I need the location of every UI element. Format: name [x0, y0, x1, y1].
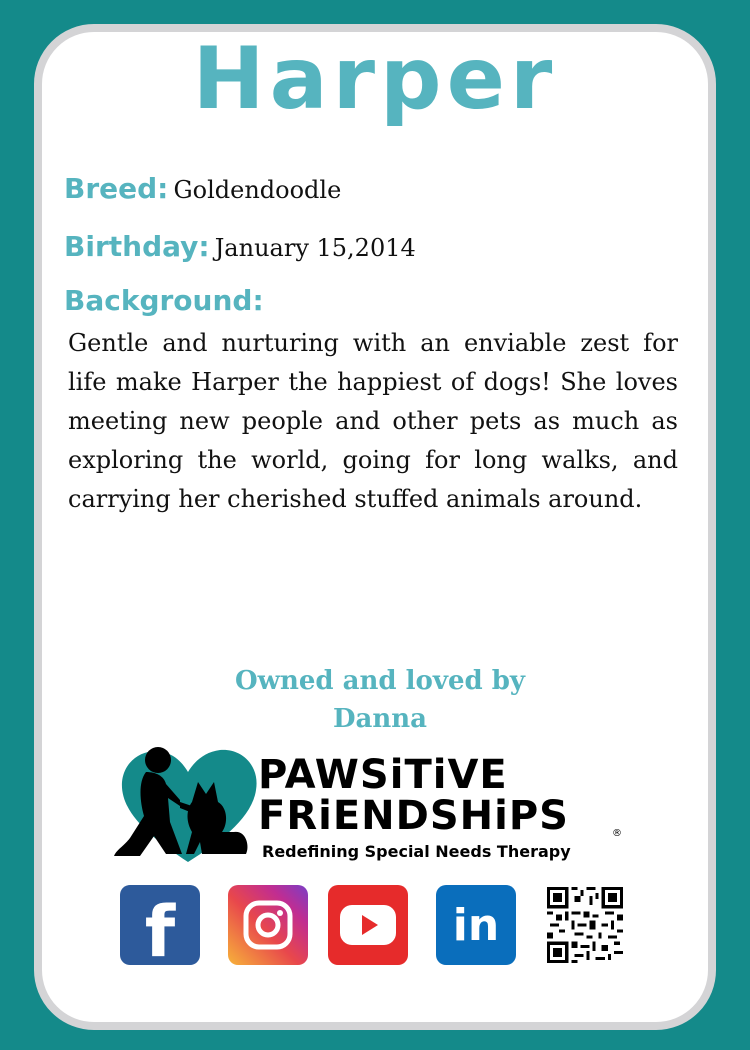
owner-name: Danna	[332, 704, 428, 734]
linkedin-glyph: in	[452, 899, 500, 951]
instagram-glyph	[240, 897, 296, 953]
breed-value: Goldendoodle	[173, 176, 342, 204]
background-row	[64, 284, 264, 317]
owner-line: Owned and loved by	[234, 666, 526, 696]
brand-name-line2: FRiENDSHiPS	[258, 793, 569, 839]
breed-row	[64, 172, 341, 205]
background-text: Gentle and nurturing with an enviable zest for life make Harper the happiest of dogs! She loves meeting new people and other pets as much as exploring the world, going for long walks, and carrying her cherished stuffed animals around.	[68, 329, 678, 513]
brand-name-line1: PAWSiTiVE	[258, 752, 508, 798]
youtube-icon[interactable]	[328, 885, 408, 965]
instagram-icon[interactable]	[228, 885, 308, 965]
youtube-glyph	[338, 903, 398, 947]
background-label: Background:	[64, 284, 264, 317]
brand-tagline: Redefining Special Needs Therapy	[262, 842, 571, 861]
dog-name: Harper	[192, 29, 558, 129]
linkedin-icon[interactable]	[436, 885, 516, 965]
owner-credit	[180, 662, 580, 738]
breed-label: Breed:	[64, 172, 169, 205]
birthday-row	[64, 230, 416, 263]
facebook-icon[interactable]	[120, 885, 200, 973]
qr-code-icon[interactable]	[547, 887, 623, 963]
facebook-glyph: f	[144, 891, 176, 973]
birthday-value: January 15,2014	[214, 234, 416, 262]
registered-mark: ®	[612, 828, 622, 839]
birthday-label: Birthday:	[64, 230, 210, 263]
